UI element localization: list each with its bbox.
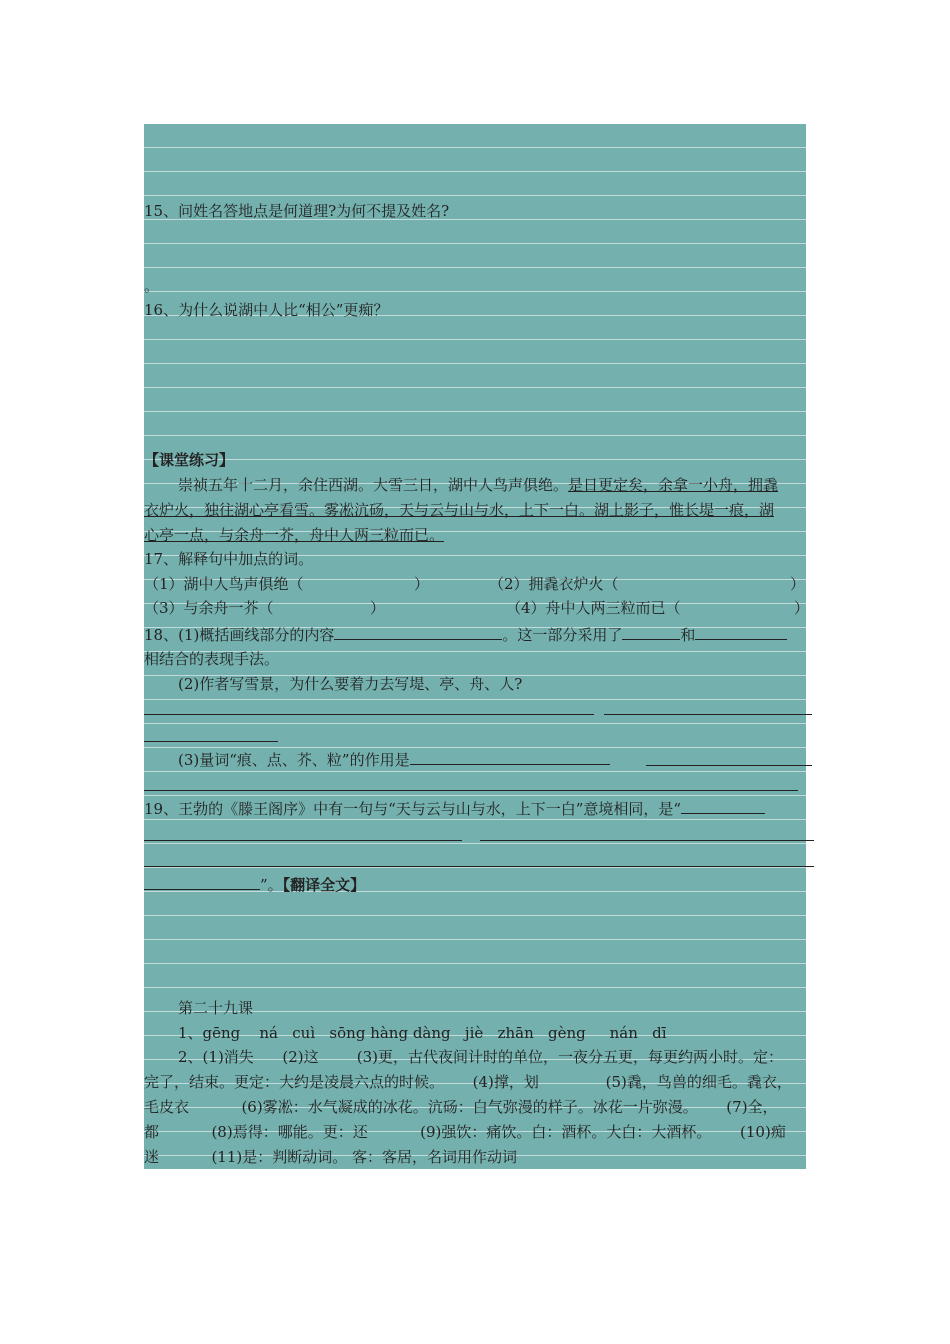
answer-line[interactable] xyxy=(144,790,798,791)
translate-title: 【翻译全文】 xyxy=(282,876,366,894)
answer-line[interactable] xyxy=(480,840,814,841)
question-16: 16、为什么说湖中人比“相公”更痴？ xyxy=(144,301,389,319)
passage-line-2: 衣炉火，独往湖心亭看雪。雾凇沆砀，天与云与山与水，上下一白。湖上影子，惟长堤一痕，湖 xyxy=(144,501,775,519)
passage-line-1: 崇祯五年十二月，余住西湖。大雪三日，湖中人鸟声俱绝。是日更定矣，余拿一小舟，拥毳 xyxy=(178,476,779,494)
exercise-title: 【课堂练习】 xyxy=(144,451,235,469)
answer-blank[interactable] xyxy=(334,624,502,640)
answer-blank[interactable] xyxy=(144,874,260,890)
pinyin-answers: 1、gēng ná cuì sōng hàng dàng jiè zhān gèng nán dī xyxy=(178,1024,667,1042)
answer-line[interactable] xyxy=(604,714,812,715)
question-17: 17、解释句中加点的词。 xyxy=(144,550,314,568)
question-18-part1-end: 相结合的表现手法。 xyxy=(144,650,280,668)
question-18-part1: 18、(1)概括画线部分的内容 。这一部分采用了 和 xyxy=(144,624,787,645)
q17-item-4: （4）舟中人两三粒而已（ xyxy=(506,599,681,617)
question-18-part3: (3)量词“痕、点、芥、粒”的作用是 xyxy=(144,749,610,770)
question-19: 19、王勃的《滕王阁序》中有一句与“天与云与山与水，上下一白”意境相同，是“ xyxy=(144,798,765,819)
q17-row-2: （3）与余舟一芥（ ） （4）舟中人两三粒而已（ ） xyxy=(144,599,810,617)
answer-period: 。 xyxy=(144,277,160,295)
question-15: 15、问姓名答地点是何道理?为何不提及姓名? xyxy=(144,202,450,220)
answer-line-4: 都 (8)焉得：哪能。更：还 (9)强饮：痛饮。白：酒杯。大白：大酒杯。 (10)痴 xyxy=(144,1123,786,1141)
answer-line-2: 完了，结束。更定：大约是凌晨六点的时候。 (4)撑，划 (5)毳，鸟兽的细毛。毳衣， xyxy=(144,1073,792,1091)
answer-line[interactable] xyxy=(144,840,462,841)
answer-blank[interactable] xyxy=(622,624,680,640)
answer-blank[interactable] xyxy=(695,624,787,640)
passage-line-3: 心亭一点，与余舟一芥，舟中人两三粒而已。 xyxy=(144,526,445,544)
answer-line[interactable] xyxy=(144,741,278,742)
passage-underlined-start: 是日更定矣，余拿一小舟，拥毳 xyxy=(568,476,779,494)
q17-row-1: （1）湖中人鸟声俱绝（ ） （2）拥毳衣炉火（ ） xyxy=(144,575,806,593)
answer-blank[interactable] xyxy=(681,798,765,814)
question-18-part2: (2)作者写雪景，为什么要着力去写堤、亭、舟、人? xyxy=(178,675,523,693)
answer-line-1: 2、(1)消失 (2)这 (3)更，古代夜间计时的单位，一夜分五更，每更约两小时。定： xyxy=(178,1048,784,1066)
lesson-title: 第二十九课 xyxy=(178,999,254,1017)
answer-line-3: 毛皮衣 (6)雾凇：水气凝成的冰花。沆砀：白气弥漫的样子。冰花一片弥漫。 (7)全， xyxy=(144,1098,778,1116)
q17-item-1: （1）湖中人鸟声俱绝（ xyxy=(144,575,304,593)
answer-line-5: 迷 (11)是：判断动词。 客：客居，名词用作动词 xyxy=(144,1148,518,1166)
question-19-end: ”。【翻译全文】 xyxy=(144,874,365,895)
answer-line[interactable] xyxy=(144,866,814,867)
answer-blank[interactable] xyxy=(410,749,610,765)
q17-item-3: （3）与余舟一芥（ xyxy=(144,599,274,617)
answer-line[interactable] xyxy=(646,765,812,766)
q17-item-2: （2）拥毳衣炉火（ xyxy=(489,575,619,593)
answer-line[interactable] xyxy=(144,714,594,715)
